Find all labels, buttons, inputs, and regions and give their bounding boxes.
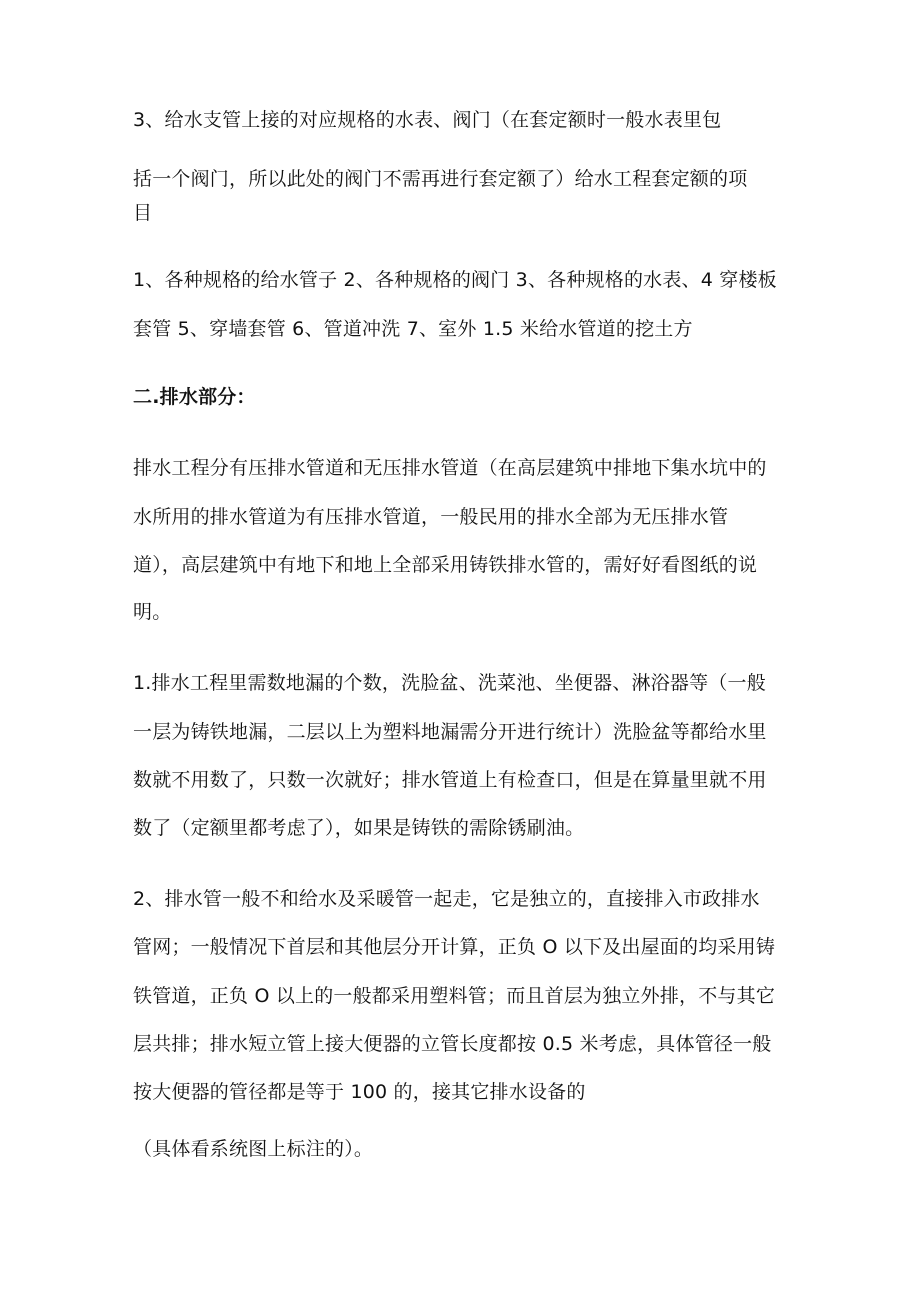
text-line: 数了（定额里都考虑了），如果是铸铁的需除锈刷油。: [133, 817, 585, 839]
text-line: （具体看系统图上标注的）。: [133, 1138, 374, 1160]
text-line: 1.排水工程里需数地漏的个数，洗脸盆、洗菜池、坐便器、淋浴器等（一般: [133, 672, 766, 694]
text-line: 一层为铸铁地漏，二层以上为塑料地漏需分开进行统计）洗脸盆等都给水里: [133, 721, 767, 743]
text-line: 1、各种规格的给水管子 2、各种规格的阀门 3、各种规格的水表、4 穿楼板: [133, 269, 777, 291]
text-line: 排水工程分有压排水管道和无压排水管道（在高层建筑中排地下集水坑中的: [133, 457, 767, 479]
text-line: 目: [133, 202, 153, 224]
text-line: 括一个阀门，所以此处的阀门不需再进行套定额了）给水工程套定额的项: [133, 168, 748, 190]
text-line: 3、给水支管上接的对应规格的水表、阀门（在套定额时一般水表里包: [133, 109, 722, 131]
text-line: 铁管道，正负 O 以上的一般都采用塑料管；而且首层为独立外排，不与其它: [133, 985, 776, 1007]
text-line: 管网；一般情况下首层和其他层分开计算，正负 O 以下及出屋面的均采用铸: [133, 936, 776, 958]
text-line: 道），高层建筑中有地下和地上全部采用铸铁排水管的，需好好看图纸的说: [133, 554, 758, 576]
text-line: 套管 5、穿墙套管 6、管道冲洗 7、室外 1.5 米给水管道的挖土方: [133, 318, 693, 340]
section-heading: 二.排水部分：: [133, 386, 256, 408]
text-line: 明。: [133, 601, 172, 623]
text-line: 数就不用数了，只数一次就好；排水管道上有检查口，但是在算量里就不用: [133, 769, 767, 791]
text-line: 按大便器的管径都是等于 100 的，接其它排水设备的: [133, 1081, 586, 1103]
text-line: 层共排；排水短立管上接大便器的立管长度都按 0.5 米考虑，具体管径一般: [133, 1033, 772, 1055]
text-line: 2、排水管一般不和给水及采暖管一起走，它是独立的，直接排入市政排水: [133, 888, 760, 910]
text-line: 水所用的排水管道为有压排水管道，一般民用的排水全部为无压排水管: [133, 506, 729, 528]
